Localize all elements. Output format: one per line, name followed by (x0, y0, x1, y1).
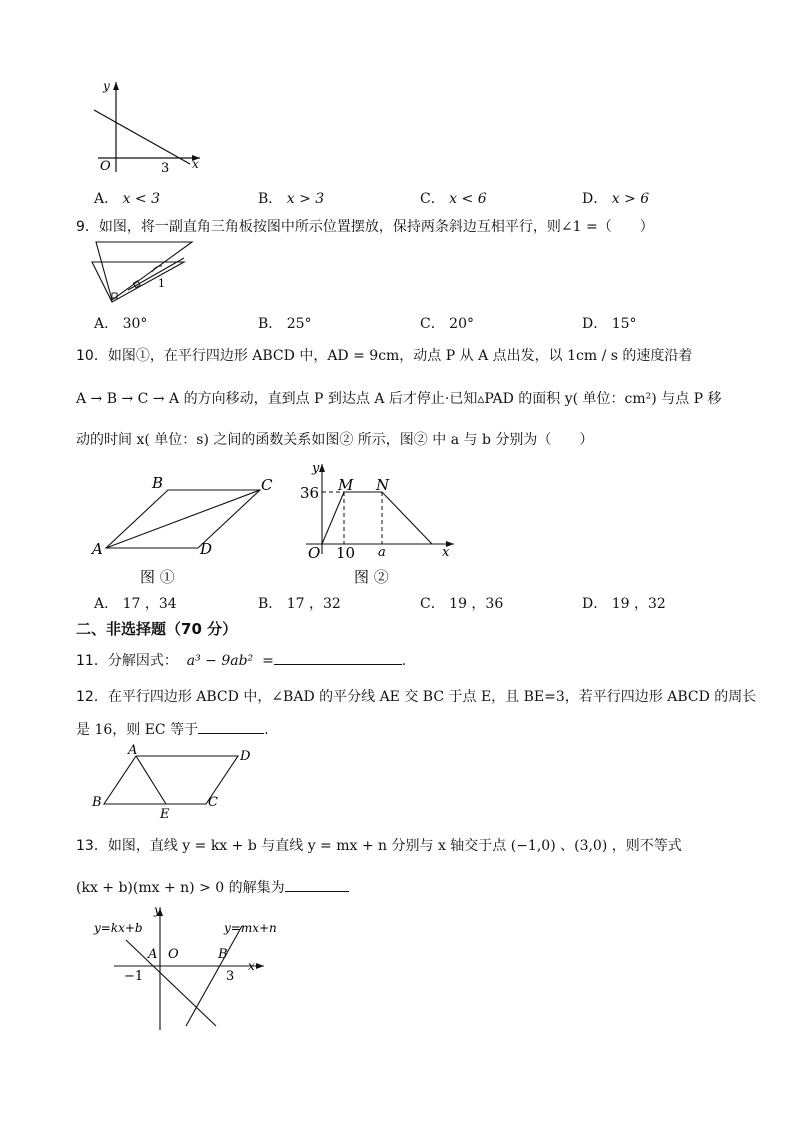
q10-option-c[interactable]: C． 19 ，36 (420, 596, 504, 612)
q13-tick-minus1: −1 (124, 969, 144, 984)
q10-fig2-caption: 图 ② (354, 568, 389, 586)
q12-line-2: 是 16，则 EC 等于 . (76, 719, 269, 739)
q10-label-a: A (92, 540, 103, 558)
q11-expression: a³ − 9ab² (186, 653, 254, 669)
q12-line-1: 12．在平行四边形 ABCD 中，∠BAD 的平分线 AE 交 BC 于点 E，且 BE=3，若平行四边形 ABCD 的周长 (76, 689, 757, 705)
q13-tick-3: 3 (226, 969, 235, 984)
q9-option-c[interactable]: C． 20° (420, 316, 474, 332)
q10-x-label: x (442, 545, 450, 560)
q13-line-1: 13．如图，直线 y = kx + b 与直线 y = mx + n 分别与 x 轴交于点 (−1,0) 、(3,0) ，则不等式 (76, 838, 682, 854)
q10-origin: O (308, 544, 321, 562)
q10-val-36: 36 (300, 484, 320, 502)
q13-answer-blank[interactable] (285, 877, 349, 892)
q10-figure-2 (296, 458, 466, 588)
q9-triangle-1 (96, 242, 192, 300)
q13-y-label: y (154, 904, 161, 917)
q8-y-label: y (103, 79, 110, 93)
q11-answer-blank[interactable] (274, 650, 402, 665)
q10-label-d: D (200, 540, 213, 558)
q9-question: 9．如图，将一副直角三角板按图中所示位置摆放，保持两条斜边互相平行，则∠1 =（ ） (76, 219, 654, 235)
q8-line (94, 110, 190, 164)
q10-y-label: y (312, 461, 320, 476)
q13-label-line1: y=kx+b (94, 921, 143, 935)
q12-label-e: E (160, 807, 170, 822)
q10-option-d[interactable]: D． 19 ，32 (582, 596, 666, 612)
q9-option-a[interactable]: A． 30° (94, 316, 148, 332)
q8-option-c[interactable]: C． x < 6 (420, 191, 487, 207)
q12-label-b: B (92, 795, 102, 810)
q12-bisector-ae (136, 756, 166, 804)
q8-graph (88, 76, 208, 176)
q10-line-2: A → B → C → A 的方向移动，直到点 P 到达点 A 后才停止·已知▵PAD 的面积 y( 单位：cm²) 与点 P 移 (76, 391, 722, 407)
q11-question: 11．分解因式： a³ − 9ab² = . (76, 650, 406, 670)
q10-tick-10: 10 (336, 544, 356, 562)
q9-option-b[interactable]: B． 25° (258, 316, 312, 332)
q10-tick-a: a (378, 545, 386, 560)
q8-tick-3: 3 (161, 161, 170, 176)
q10-fig1-caption: 图 ① (140, 568, 175, 586)
q10-label-c: C (261, 476, 273, 494)
q10-option-b[interactable]: B． 17 ，32 (258, 596, 341, 612)
q9-option-d[interactable]: D． 15° (582, 316, 637, 332)
q8-origin: O (100, 159, 111, 174)
q9-figure (88, 240, 198, 308)
q10-line-1: 10．如图①，在平行四边形 ABCD 中，AD = 9cm，动点 P 从 A 点出发，以 1cm / s 的速度沿着 (76, 348, 693, 364)
q12-label-a: A (128, 744, 138, 758)
q10-diagonal (106, 490, 260, 548)
q10-line-3: 动的时间 x( 单位：s) 之间的函数关系如图② 所示，图② 中 a 与 b 分别为（ ） (76, 432, 594, 448)
q10-label-n: N (376, 476, 390, 494)
q10-option-a[interactable]: A． 17 ，34 (94, 596, 177, 612)
q13-origin: O (168, 947, 179, 962)
q12-figure (90, 744, 260, 822)
q10-figure-1 (90, 470, 280, 588)
q12-label-d: D (240, 749, 251, 764)
q13-x-label: x (248, 959, 255, 973)
q13-label-a: A (148, 947, 158, 962)
q10-graph-line (322, 492, 432, 544)
q8-option-d[interactable]: D． x > 6 (582, 191, 650, 207)
q8-option-a[interactable]: A． x < 3 (94, 191, 161, 207)
q8-option-b[interactable]: B． x > 3 (258, 191, 325, 207)
q13-figure (92, 904, 282, 1034)
q13-line-2: (kx + b)(mx + n) > 0 的解集为 (76, 877, 349, 897)
q10-label-b: B (152, 474, 164, 492)
q10-label-m: M (338, 476, 354, 494)
q13-label-line2: y=mx+n (224, 921, 277, 935)
q13-label-b: B (218, 947, 228, 962)
q9-angle-label: 1 (158, 277, 165, 290)
section-2-title: 二、非选择题（70 分） (76, 620, 238, 638)
q8-x-label: x (192, 157, 199, 171)
q12-label-c: C (208, 795, 218, 810)
q12-answer-blank[interactable] (198, 719, 264, 734)
